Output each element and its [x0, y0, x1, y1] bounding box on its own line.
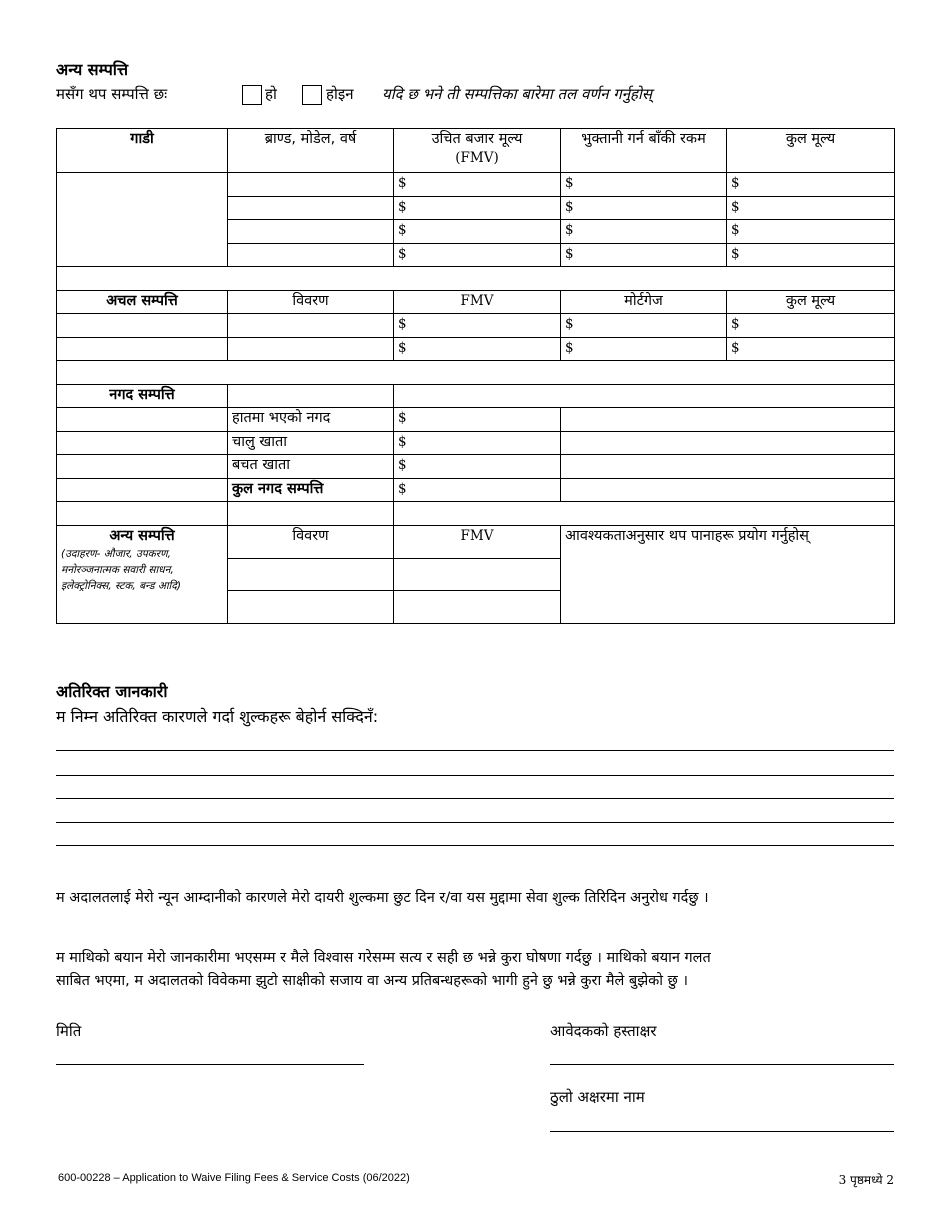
other-property-header: अन्य सम्पत्ति: [109, 527, 175, 544]
real-estate-description-cell[interactable]: [228, 337, 394, 361]
cash-row: [57, 408, 895, 432]
mortgage-header: मोर्टगेज: [561, 290, 727, 314]
reason-line[interactable]: [56, 798, 894, 799]
amount-owed-header: भुक्तानी गर्न बाँकी रकम: [561, 129, 727, 173]
spacer-cell: [394, 502, 895, 526]
vehicle-total-cell[interactable]: $: [727, 196, 895, 220]
vehicle-row: [57, 173, 895, 197]
additional-pages-note: आवश्यकताअनुसार थप पानाहरू प्रयोग गर्नुहोस्: [561, 525, 895, 623]
savings-account-label: बचत खाता: [228, 455, 394, 479]
real-estate-fmv-header: FMV: [394, 290, 561, 314]
checking-account-label: चालु खाता: [228, 431, 394, 455]
date-line[interactable]: [56, 1064, 364, 1065]
real-estate-name-cell[interactable]: [57, 314, 228, 338]
vehicle-fmv-cell[interactable]: $: [394, 173, 561, 197]
vehicle-brand-cell[interactable]: [228, 220, 394, 244]
declaration-line-2: साबित भएमा, म अदालतको विवेकमा झुटो साक्षीको सजाय वा अन्य प्रतिबन्धहरूको भागी हुने छु भन्ने कुरा मैले बुझेको छु ।: [56, 973, 688, 989]
applicant-signature-line[interactable]: [550, 1064, 894, 1065]
spacer-row: [57, 502, 895, 526]
real-estate-row: [57, 314, 895, 338]
cash-header-blank-wide: [394, 384, 895, 408]
additional-info-title: अतिरिक्त जानकारी: [56, 682, 168, 701]
spacer-cell: [57, 502, 228, 526]
vehicle-brand-cell[interactable]: [228, 173, 394, 197]
spacer-cell: [57, 267, 895, 291]
vehicle-owed-cell[interactable]: $: [561, 243, 727, 267]
other-property-description-cell[interactable]: [228, 558, 394, 590]
cash-blank-cell: [57, 408, 228, 432]
spacer-cell: [57, 361, 895, 385]
total-cash-value[interactable]: $: [394, 478, 561, 502]
cash-row: [57, 455, 895, 479]
vehicle-total-cell[interactable]: $: [727, 243, 895, 267]
cash-blank-cell: [57, 478, 228, 502]
real-estate-fmv-cell[interactable]: $: [394, 314, 561, 338]
cash-header-row: [57, 384, 895, 408]
cash-blank-cell: [561, 431, 895, 455]
date-label: मिति: [56, 1022, 82, 1040]
real-estate-total-header: कुल मूल्य: [727, 290, 895, 314]
real-estate-header-row: [57, 290, 895, 314]
cash-blank-cell: [561, 408, 895, 432]
real-estate-mortgage-cell[interactable]: $: [561, 337, 727, 361]
vehicle-brand-cell[interactable]: [228, 243, 394, 267]
page-number: 3 पृष्ठमध्ये 2: [838, 1173, 894, 1187]
other-property-fmv-cell[interactable]: [394, 590, 561, 623]
vehicles-header-row: [57, 129, 895, 173]
cash-on-hand-label: हातमा भएको नगद: [228, 408, 394, 432]
cash-blank-cell: [57, 431, 228, 455]
brand-model-year-header: ब्राण्ड, मोडेल, वर्ष: [228, 129, 394, 173]
other-property-header-cell: [57, 525, 228, 623]
vehicle-name-cell[interactable]: [57, 173, 228, 267]
reason-line[interactable]: [56, 822, 894, 823]
yes-label: हो: [265, 85, 277, 103]
cash-blank-cell: [561, 455, 895, 479]
cash-row: [57, 431, 895, 455]
fmv-abbrev: (FMV): [455, 150, 499, 166]
real-estate-row: [57, 337, 895, 361]
declaration-line-1: म माथिको बयान मेरो जानकारीमा भएसम्म र मैले विश्वास गरेसम्म सत्य र सही छ भन्ने कुरा घोषणा गर्दछु । माथिको बयान गलत: [56, 950, 711, 966]
no-checkbox[interactable]: [302, 85, 322, 105]
other-assets-title: अन्य सम्पत्ति: [56, 60, 129, 79]
vehicle-total-cell[interactable]: $: [727, 220, 895, 244]
real-estate-total-cell[interactable]: $: [727, 337, 895, 361]
real-estate-name-cell[interactable]: [57, 337, 228, 361]
vehicle-owed-cell[interactable]: $: [561, 220, 727, 244]
real-estate-mortgage-cell[interactable]: $: [561, 314, 727, 338]
request-statement: म अदालतलाई मेरो न्यून आम्दानीको कारणले मेरो दायरी शुल्कमा छुट दिन र/वा यस मुद्दामा सेवा शुल्क तिरिदिन अनुरोध गर्दछु ।: [56, 890, 709, 906]
other-property-description-cell[interactable]: [228, 590, 394, 623]
assets-table: [56, 128, 895, 624]
other-property-description-header: विवरण: [228, 525, 394, 558]
other-property-row: [57, 525, 895, 558]
reason-line[interactable]: [56, 750, 894, 751]
printed-name-label: ठुलो अक्षरमा नाम: [550, 1088, 645, 1106]
cash-blank-cell: [57, 455, 228, 479]
fair-market-value-label: उचित बजार मूल्य: [431, 131, 523, 147]
vehicle-total-cell[interactable]: $: [727, 173, 895, 197]
yes-checkbox[interactable]: [242, 85, 262, 105]
vehicle-fmv-cell[interactable]: $: [394, 220, 561, 244]
real-estate-description-header: विवरण: [228, 290, 394, 314]
total-value-header: कुल मूल्य: [727, 129, 895, 173]
cash-blank-cell: [561, 478, 895, 502]
vehicle-brand-cell[interactable]: [228, 196, 394, 220]
vehicle-owed-cell[interactable]: $: [561, 196, 727, 220]
reason-line[interactable]: [56, 775, 894, 776]
reason-line[interactable]: [56, 845, 894, 846]
no-label: होइन: [326, 85, 354, 103]
savings-account-value[interactable]: $: [394, 455, 561, 479]
other-assets-question: मसँग थप सम्पत्ति छः: [56, 85, 168, 103]
other-property-fmv-header: FMV: [394, 525, 561, 558]
real-estate-fmv-cell[interactable]: $: [394, 337, 561, 361]
vehicle-fmv-cell[interactable]: $: [394, 196, 561, 220]
form-id: 600-00228 – Application to Waive Filing Fees & Service Costs (06/2022): [58, 1172, 410, 1184]
checking-account-value[interactable]: $: [394, 431, 561, 455]
describe-instruction: यदि छ भने ती सम्पत्तिका बारेमा तल वर्णन गर्नुहोस्: [382, 85, 653, 103]
applicant-signature-label: आवेदकको हस्ताक्षर: [550, 1022, 657, 1040]
spacer-row: [57, 267, 895, 291]
vehicle-owed-cell[interactable]: $: [561, 173, 727, 197]
real-estate-total-cell[interactable]: $: [727, 314, 895, 338]
cash-on-hand-value[interactable]: $: [394, 408, 561, 432]
spacer-row: [57, 361, 895, 385]
other-property-example: (उदाहरण- औजार, उपकरण, मनोरञ्जनात्मक सवारी साधन, इलेक्ट्रोनिक्स, स्टक, बन्ड आदि): [61, 547, 181, 592]
printed-name-line[interactable]: [550, 1131, 894, 1132]
vehicle-fmv-cell[interactable]: $: [394, 243, 561, 267]
additional-info-prompt: म निम्न अतिरिक्त कारणले गर्दा शुल्कहरू बेहोर्न सक्दिनँ:: [56, 707, 379, 726]
vehicles-header: गाडी: [57, 129, 228, 173]
fmv-header: [394, 129, 561, 173]
real-estate-description-cell[interactable]: [228, 314, 394, 338]
real-estate-header: अचल सम्पत्ति: [57, 290, 228, 314]
cash-row: [57, 478, 895, 502]
spacer-cell: [228, 502, 394, 526]
total-cash-label: कुल नगद सम्पत्ति: [228, 478, 394, 502]
cash-header: नगद सम्पत्ति: [57, 384, 228, 408]
cash-header-blank: [228, 384, 394, 408]
other-property-fmv-cell[interactable]: [394, 558, 561, 590]
